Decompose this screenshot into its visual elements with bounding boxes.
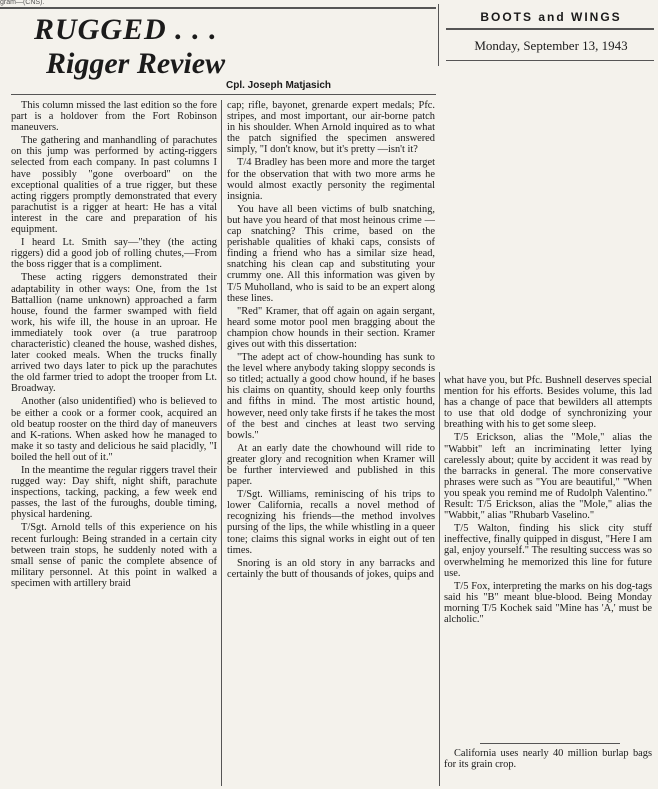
- byline: Cpl. Joseph Matjasich: [226, 80, 332, 91]
- column-3: [444, 375, 652, 745]
- paragraph: I heard Lt. Smith say—"they (the acting riggers) did a good job of rolling chutes,—From the boss rigger that is a compliment.: [11, 237, 217, 271]
- headline-line-2: Rigger Review: [46, 47, 226, 80]
- filler-text: California uses nearly 40 million burlap bags for its grain crop.: [444, 748, 652, 771]
- column-2: [227, 100, 435, 786]
- column-rule-masthead: [438, 4, 439, 66]
- paragraph: T/5 Erickson, alias the "Mole," alias the "Wabbit" left an incriminating letter lying carelessly about; quite by accident it was read by the barracks in general. The more conservative phrases were such as "You are beautiful," "When you speak you remind me of Rudolph Valentino." Result: T/5 Erickson, alias the "Mole," alias the "Wabbit," alias "Rhubarb Vaselino.": [444, 432, 652, 522]
- paragraph: The gathering and manhandling of parachutes on this jump was performed by acting-riggers selected from each company. In past columns I have possibly "gone overboard" on the exceptional qualities of a true rigger, but these acting riggers promptly demonstrated that every parachutist is a rigger at heart: He has a vital interest in the care and preparation of his equipment.: [11, 135, 217, 236]
- clipped-text-top: gram—(CNS).: [0, 0, 45, 6]
- paragraph: This column missed the last edition so the fore part is a holdover from the Fort Robinson maneuvers.: [11, 100, 217, 134]
- column-rule-2: [439, 372, 440, 786]
- paragraph: T/5 Walton, finding his slick city stuff ineffective, finally quipped in disgust, "Here I am gal, enjoy yourself." The resulting success was so overwhelming he memorized this line for future use.: [444, 523, 652, 579]
- paper-name-rule: [446, 28, 654, 30]
- column-1: [11, 100, 217, 786]
- date-rule: [446, 60, 654, 61]
- paragraph: These acting riggers demonstrated their adaptability in other ways: One, from the 1st Battallion (name unknown) approached a farm house, found the farmer swamped with field work, his wife ill, the house in an uproar. He immediately took over (a true paratroop characteristic) cleaned the house, washed dishes, later cooked meals. When the trucks finally arrived two days later to pick up the parachutes the old farmer tried to adopt the trooper from Lt. Broadway.: [11, 272, 217, 395]
- issue-date: Monday, September 13, 1943: [474, 38, 628, 53]
- paragraph: Snoring is an old story in any barracks and certainly the butt of thousands of jokes, quips and: [227, 557, 435, 580]
- newspaper-name: BOOTS and WINGS: [480, 10, 622, 24]
- paragraph: T/4 Bradley has been more and more the target for the observation that with two more arms he would almost exactly personity the regimental insignia.: [227, 157, 435, 202]
- paragraph: T/Sgt. Arnold tells of this experience on his recent furlough: Being stranded in a certain city between train stops, he suddenly noted with a small sense of panic the complete absence of military personnel. At this point in walked a specimen with artillery braid: [11, 522, 217, 589]
- paragraph: cap; rifle, bayonet, grenarde expert medals; Pfc. stripes, and most important, our air-borne patch in his shoulder. When Arnold inquired as to what the patch signified the specimen answered simply, "I don't know, but it's pretty —isn't it?: [227, 100, 435, 156]
- paragraph: In the meantime the regular riggers travel their rugged way: Day shift, night shift, parachute inspections, tacking, packing, a few week end passes, the last of the furoughs, double timing, physical hardening.: [11, 465, 217, 521]
- filler-item: [444, 748, 652, 770]
- column-rule-1: [221, 100, 222, 786]
- paragraph: "Red" Kramer, that off again on again sergant, heard some motor pool men bragging about the champion chow hounds in their section. Kramer gives out with this dissertation:: [227, 305, 435, 350]
- top-rule: [0, 7, 436, 9]
- paragraph: You have all been victims of bulb snatching, but have you heard of that most heinous crime —cap snatching? This crime, based on the perishable qualities of khaki caps, consists of finding a friend who has a similar size head, snatching his clean cap and substituting your crummy one. All this information was given by T/5 Muholland, who is said to be an expert along these lines.: [227, 203, 435, 304]
- paragraph: what have you, but Pfc. Bushnell deserves special mention for his efforts. Besides volume, this lad has a change of pace that bewilders all attempts to use that old dodge of synchronizing your breathing with his to get some sleep.: [444, 375, 652, 431]
- paragraph: T/Sgt. Williams, reminiscing of his trips to lower California, recalls a novel method of recognizing his friends—the method involves pursing of the lips, the while whistling in a queer tone; claims this signal works in eight out of ten times.: [227, 489, 435, 556]
- paragraph: "The adept act of chow-hounding has sunk to the level where anybody taking sloppy seconds is so titled; actually a good chow hound, if he bases his claims on quantity, should keep only fourths and fifths in mind. The most artistic hound, however, need only take firsts if he takes the most of the best and cinches at least two serving bowls.": [227, 352, 435, 441]
- paragraph: At an early date the chowhound will ride to greater glory and recognition when Kramer will be further interviewed and published in this paper.: [227, 442, 435, 488]
- paragraph: T/5 Fox, interpreting the marks on his dog-tags said his "B" meant blue-blood. Being Monday morning T/5 Kochek said "Mine has 'A,' must be alcholic.": [444, 580, 652, 625]
- paragraph: Another (also unidentified) who is believed to be either a cook or a former cook, acquired an old beatup rooster on the third day of maneuvers and K-rations. When asked how he managed to make it so tasty and delicious he said placidly, "I boiled the hell out of it.": [11, 396, 217, 463]
- headline-underline: [11, 94, 436, 95]
- headline-line-1: RUGGED . . .: [34, 13, 218, 46]
